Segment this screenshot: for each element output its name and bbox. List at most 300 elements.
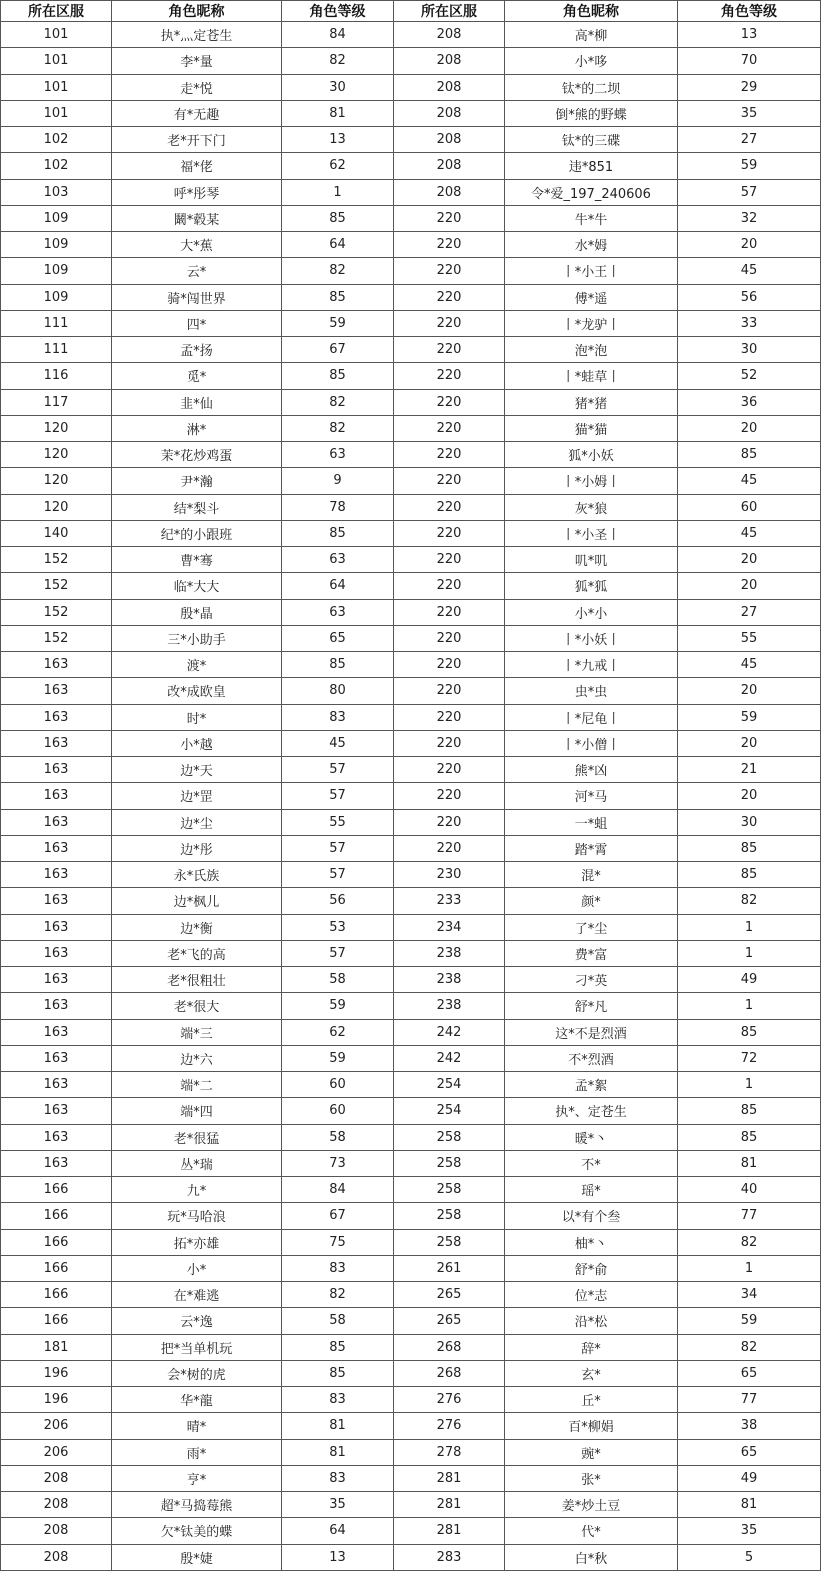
table-row xyxy=(1,914,821,940)
cell-level-left: 62 xyxy=(282,1019,394,1045)
cell-level-left: 82 xyxy=(282,1282,394,1308)
cell-nickname-left: 老*很猛 xyxy=(112,1124,282,1150)
cell-server-left: 101 xyxy=(1,22,112,48)
table-row xyxy=(1,284,821,310)
cell-level-left: 58 xyxy=(282,967,394,993)
cell-server-left: 163 xyxy=(1,678,112,704)
cell-nickname-right: 违*851 xyxy=(505,153,678,179)
cell-nickname-left: 时* xyxy=(112,704,282,730)
cell-server-right: 220 xyxy=(394,363,505,389)
cell-level-right: 21 xyxy=(678,757,821,783)
cell-level-left: 84 xyxy=(282,22,394,48)
cell-server-right: 265 xyxy=(394,1308,505,1334)
cell-level-left: 83 xyxy=(282,1255,394,1281)
cell-level-left: 78 xyxy=(282,494,394,520)
table-row xyxy=(1,862,821,888)
cell-level-left: 35 xyxy=(282,1492,394,1518)
cell-nickname-left: 小* xyxy=(112,1255,282,1281)
cell-nickname-right: 踏*霄 xyxy=(505,835,678,861)
cell-server-left: 166 xyxy=(1,1308,112,1334)
table-row xyxy=(1,1334,821,1360)
cell-server-right: 261 xyxy=(394,1255,505,1281)
cell-level-left: 85 xyxy=(282,520,394,546)
cell-level-left: 73 xyxy=(282,1150,394,1176)
table-row xyxy=(1,310,821,336)
cell-nickname-left: 结*梨斗 xyxy=(112,494,282,520)
cell-server-right: 258 xyxy=(394,1229,505,1255)
cell-server-left: 163 xyxy=(1,1045,112,1071)
cell-server-left: 152 xyxy=(1,599,112,625)
cell-nickname-right: 丨*小圣丨 xyxy=(505,520,678,546)
cell-server-left: 181 xyxy=(1,1334,112,1360)
cell-level-left: 83 xyxy=(282,704,394,730)
cell-server-left: 206 xyxy=(1,1413,112,1439)
cell-nickname-right: 孟*絮 xyxy=(505,1072,678,1098)
cell-level-right: 20 xyxy=(678,730,821,756)
cell-level-left: 63 xyxy=(282,442,394,468)
cell-level-right: 20 xyxy=(678,415,821,441)
table-row xyxy=(1,783,821,809)
cell-nickname-right: 河*马 xyxy=(505,783,678,809)
cell-level-right: 45 xyxy=(678,468,821,494)
cell-nickname-right: 不* xyxy=(505,1150,678,1176)
table-row xyxy=(1,74,821,100)
cell-server-right: 220 xyxy=(394,573,505,599)
cell-level-right: 85 xyxy=(678,1124,821,1150)
cell-nickname-left: 雨* xyxy=(112,1439,282,1465)
cell-level-right: 32 xyxy=(678,205,821,231)
table-row xyxy=(1,652,821,678)
cell-nickname-right: 钛*的三碟 xyxy=(505,127,678,153)
cell-nickname-right: 柚*丶 xyxy=(505,1229,678,1255)
cell-server-right: 268 xyxy=(394,1360,505,1386)
cell-server-right: 208 xyxy=(394,153,505,179)
cell-level-left: 64 xyxy=(282,573,394,599)
cell-server-right: 278 xyxy=(394,1439,505,1465)
header-server-right: 所在区服 xyxy=(394,1,505,22)
cell-nickname-left: 边*六 xyxy=(112,1045,282,1071)
cell-nickname-left: 华*龍 xyxy=(112,1387,282,1413)
cell-server-right: 281 xyxy=(394,1492,505,1518)
cell-level-right: 5 xyxy=(678,1544,821,1571)
cell-nickname-left: 老*很粗壮 xyxy=(112,967,282,993)
cell-nickname-right: 小*小 xyxy=(505,599,678,625)
cell-level-left: 83 xyxy=(282,1465,394,1491)
cell-level-left: 81 xyxy=(282,100,394,126)
cell-level-left: 82 xyxy=(282,48,394,74)
cell-server-right: 258 xyxy=(394,1203,505,1229)
cell-nickname-right: 瑶* xyxy=(505,1177,678,1203)
cell-nickname-left: 边*天 xyxy=(112,757,282,783)
cell-server-left: 152 xyxy=(1,573,112,599)
cell-server-right: 208 xyxy=(394,74,505,100)
table-row xyxy=(1,888,821,914)
cell-nickname-right: 辞* xyxy=(505,1334,678,1360)
cell-level-right: 1 xyxy=(678,1072,821,1098)
cell-level-right: 65 xyxy=(678,1360,821,1386)
cell-server-left: 163 xyxy=(1,730,112,756)
cell-level-right: 49 xyxy=(678,1465,821,1491)
cell-server-right: 220 xyxy=(394,599,505,625)
cell-level-right: 52 xyxy=(678,363,821,389)
cell-nickname-left: 淋* xyxy=(112,415,282,441)
cell-nickname-right: 张* xyxy=(505,1465,678,1491)
cell-server-left: 163 xyxy=(1,888,112,914)
cell-level-left: 57 xyxy=(282,940,394,966)
cell-nickname-right: 小*哆 xyxy=(505,48,678,74)
cell-server-right: 220 xyxy=(394,442,505,468)
cell-level-right: 85 xyxy=(678,1098,821,1124)
table-row xyxy=(1,1072,821,1098)
cell-level-right: 45 xyxy=(678,652,821,678)
cell-server-left: 166 xyxy=(1,1255,112,1281)
cell-level-right: 72 xyxy=(678,1045,821,1071)
cell-server-right: 220 xyxy=(394,783,505,809)
cell-level-left: 60 xyxy=(282,1098,394,1124)
header-server-left: 所在区服 xyxy=(1,1,112,22)
cell-server-left: 163 xyxy=(1,993,112,1019)
cell-level-right: 57 xyxy=(678,179,821,205)
cell-server-right: 258 xyxy=(394,1124,505,1150)
header-level-right: 角色等级 xyxy=(678,1,821,22)
cell-level-right: 85 xyxy=(678,835,821,861)
cell-nickname-right: 猫*猫 xyxy=(505,415,678,441)
cell-nickname-right: 白*秋 xyxy=(505,1544,678,1571)
cell-nickname-left: 觅* xyxy=(112,363,282,389)
table-row xyxy=(1,1229,821,1255)
cell-server-right: 220 xyxy=(394,468,505,494)
cell-level-left: 85 xyxy=(282,1360,394,1386)
cell-nickname-left: 端*二 xyxy=(112,1072,282,1098)
cell-level-left: 9 xyxy=(282,468,394,494)
cell-level-left: 65 xyxy=(282,625,394,651)
cell-level-left: 84 xyxy=(282,1177,394,1203)
cell-level-left: 59 xyxy=(282,993,394,1019)
cell-nickname-right: 丨*小王丨 xyxy=(505,258,678,284)
cell-level-left: 60 xyxy=(282,1072,394,1098)
cell-level-right: 29 xyxy=(678,74,821,100)
cell-nickname-left: 老*飞的高 xyxy=(112,940,282,966)
cell-level-right: 34 xyxy=(678,1282,821,1308)
cell-server-right: 220 xyxy=(394,730,505,756)
cell-nickname-left: 三*小助手 xyxy=(112,625,282,651)
cell-level-right: 1 xyxy=(678,940,821,966)
table-row xyxy=(1,757,821,783)
cell-nickname-right: 姜*炒土豆 xyxy=(505,1492,678,1518)
cell-level-left: 63 xyxy=(282,599,394,625)
cell-level-left: 85 xyxy=(282,363,394,389)
table-row xyxy=(1,1177,821,1203)
cell-level-left: 67 xyxy=(282,1203,394,1229)
cell-server-right: 233 xyxy=(394,888,505,914)
cell-level-right: 13 xyxy=(678,22,821,48)
cell-nickname-right: 丨*龙驴丨 xyxy=(505,310,678,336)
cell-level-left: 85 xyxy=(282,1334,394,1360)
cell-nickname-right: 丨*小僧丨 xyxy=(505,730,678,756)
table-row xyxy=(1,1150,821,1176)
table-row xyxy=(1,442,821,468)
cell-nickname-right: 这*不是烈酒 xyxy=(505,1019,678,1045)
cell-server-left: 163 xyxy=(1,940,112,966)
cell-level-right: 20 xyxy=(678,232,821,258)
cell-server-right: 258 xyxy=(394,1177,505,1203)
cell-level-right: 60 xyxy=(678,494,821,520)
cell-server-right: 234 xyxy=(394,914,505,940)
table-row xyxy=(1,809,821,835)
cell-server-right: 238 xyxy=(394,967,505,993)
cell-level-right: 1 xyxy=(678,914,821,940)
cell-server-left: 120 xyxy=(1,468,112,494)
cell-server-right: 220 xyxy=(394,415,505,441)
cell-server-right: 220 xyxy=(394,258,505,284)
cell-server-right: 283 xyxy=(394,1544,505,1571)
cell-nickname-left: 端*三 xyxy=(112,1019,282,1045)
cell-server-right: 281 xyxy=(394,1465,505,1491)
cell-nickname-right: 百*柳娟 xyxy=(505,1413,678,1439)
cell-level-right: 35 xyxy=(678,1518,821,1544)
cell-server-right: 220 xyxy=(394,625,505,651)
cell-server-left: 109 xyxy=(1,205,112,231)
cell-server-left: 163 xyxy=(1,1150,112,1176)
cell-nickname-right: 舒*俞 xyxy=(505,1255,678,1281)
cell-nickname-right: 了*尘 xyxy=(505,914,678,940)
table-row xyxy=(1,1439,821,1465)
cell-nickname-right: 豌* xyxy=(505,1439,678,1465)
table-body xyxy=(1,22,821,1571)
cell-level-left: 63 xyxy=(282,547,394,573)
cell-nickname-right: 丨*九戒丨 xyxy=(505,652,678,678)
cell-nickname-left: 福*佬 xyxy=(112,153,282,179)
cell-nickname-right: 熊*凶 xyxy=(505,757,678,783)
table-row xyxy=(1,940,821,966)
cell-server-right: 208 xyxy=(394,22,505,48)
cell-level-left: 58 xyxy=(282,1308,394,1334)
cell-nickname-left: 拓*亦雄 xyxy=(112,1229,282,1255)
cell-level-right: 56 xyxy=(678,284,821,310)
cell-nickname-left: 韭*仙 xyxy=(112,389,282,415)
cell-nickname-right: 以*有个叁 xyxy=(505,1203,678,1229)
cell-nickname-left: 欠*钛美的蝶 xyxy=(112,1518,282,1544)
cell-level-left: 59 xyxy=(282,310,394,336)
table-row xyxy=(1,100,821,126)
cell-nickname-left: 改*成欧皇 xyxy=(112,678,282,704)
cell-nickname-left: 端*四 xyxy=(112,1098,282,1124)
cell-nickname-left: 呼*彤琴 xyxy=(112,179,282,205)
cell-level-right: 38 xyxy=(678,1413,821,1439)
cell-server-left: 152 xyxy=(1,625,112,651)
cell-level-left: 67 xyxy=(282,337,394,363)
cell-nickname-left: 纪*的小跟班 xyxy=(112,520,282,546)
cell-nickname-left: 走*悦 xyxy=(112,74,282,100)
cell-level-left: 13 xyxy=(282,127,394,153)
table-row xyxy=(1,415,821,441)
cell-nickname-left: 边*尘 xyxy=(112,809,282,835)
cell-server-right: 220 xyxy=(394,337,505,363)
cell-nickname-right: 高*柳 xyxy=(505,22,678,48)
table-row xyxy=(1,678,821,704)
cell-level-right: 81 xyxy=(678,1150,821,1176)
table-row xyxy=(1,520,821,546)
cell-server-left: 109 xyxy=(1,258,112,284)
cell-nickname-right: 猪*猪 xyxy=(505,389,678,415)
table-row xyxy=(1,179,821,205)
cell-nickname-left: 尹*瀚 xyxy=(112,468,282,494)
cell-server-right: 238 xyxy=(394,940,505,966)
header-nickname-right: 角色昵称 xyxy=(505,1,678,22)
cell-server-left: 163 xyxy=(1,783,112,809)
cell-level-left: 83 xyxy=(282,1387,394,1413)
cell-nickname-right: 丨*尼龟丨 xyxy=(505,704,678,730)
cell-server-right: 220 xyxy=(394,704,505,730)
cell-nickname-right: 混* xyxy=(505,862,678,888)
cell-server-right: 230 xyxy=(394,862,505,888)
cell-level-right: 35 xyxy=(678,100,821,126)
cell-server-right: 220 xyxy=(394,520,505,546)
table-row xyxy=(1,1360,821,1386)
header-nickname-left: 角色昵称 xyxy=(112,1,282,22)
table-row xyxy=(1,1492,821,1518)
cell-server-left: 120 xyxy=(1,494,112,520)
cell-nickname-right: 沿*松 xyxy=(505,1308,678,1334)
cell-level-right: 40 xyxy=(678,1177,821,1203)
cell-server-left: 120 xyxy=(1,415,112,441)
cell-level-right: 59 xyxy=(678,704,821,730)
cell-server-right: 220 xyxy=(394,284,505,310)
cell-level-left: 57 xyxy=(282,835,394,861)
cell-nickname-left: 有*无趣 xyxy=(112,100,282,126)
cell-level-right: 20 xyxy=(678,783,821,809)
cell-nickname-left: 边*罡 xyxy=(112,783,282,809)
cell-server-right: 265 xyxy=(394,1282,505,1308)
cell-server-left: 116 xyxy=(1,363,112,389)
cell-server-right: 281 xyxy=(394,1518,505,1544)
cell-server-left: 163 xyxy=(1,914,112,940)
cell-server-left: 111 xyxy=(1,337,112,363)
cell-server-left: 208 xyxy=(1,1518,112,1544)
cell-level-right: 33 xyxy=(678,310,821,336)
cell-level-right: 85 xyxy=(678,1019,821,1045)
cell-nickname-right: 虫*虫 xyxy=(505,678,678,704)
cell-server-right: 220 xyxy=(394,809,505,835)
cell-server-left: 166 xyxy=(1,1282,112,1308)
cell-server-left: 101 xyxy=(1,100,112,126)
cell-nickname-left: 曹*骞 xyxy=(112,547,282,573)
cell-nickname-right: 丘* xyxy=(505,1387,678,1413)
cell-server-right: 220 xyxy=(394,310,505,336)
cell-level-left: 82 xyxy=(282,389,394,415)
table-row xyxy=(1,835,821,861)
cell-server-left: 102 xyxy=(1,127,112,153)
cell-level-left: 13 xyxy=(282,1544,394,1571)
cell-server-left: 117 xyxy=(1,389,112,415)
cell-nickname-right: 代* xyxy=(505,1518,678,1544)
cell-level-left: 85 xyxy=(282,205,394,231)
cell-server-left: 101 xyxy=(1,48,112,74)
table-row xyxy=(1,1098,821,1124)
table-row xyxy=(1,1203,821,1229)
cell-server-left: 152 xyxy=(1,547,112,573)
cell-level-right: 81 xyxy=(678,1492,821,1518)
cell-level-left: 56 xyxy=(282,888,394,914)
cell-nickname-right: 狐*狐 xyxy=(505,573,678,599)
cell-nickname-left: 亨* xyxy=(112,1465,282,1491)
cell-nickname-left: 老*开下门 xyxy=(112,127,282,153)
cell-level-right: 77 xyxy=(678,1203,821,1229)
cell-server-left: 163 xyxy=(1,809,112,835)
cell-server-left: 163 xyxy=(1,757,112,783)
cell-level-left: 57 xyxy=(282,757,394,783)
cell-server-left: 163 xyxy=(1,1019,112,1045)
cell-nickname-right: 费*富 xyxy=(505,940,678,966)
cell-nickname-left: 茉*花炒鸡蛋 xyxy=(112,442,282,468)
table-row xyxy=(1,1544,821,1571)
cell-level-left: 81 xyxy=(282,1439,394,1465)
cell-server-right: 220 xyxy=(394,232,505,258)
table-row xyxy=(1,1019,821,1045)
cell-nickname-left: 四* xyxy=(112,310,282,336)
cell-level-right: 85 xyxy=(678,862,821,888)
cell-nickname-left: 执*灬定苍生 xyxy=(112,22,282,48)
cell-level-right: 20 xyxy=(678,573,821,599)
cell-nickname-left: 丛*瑞 xyxy=(112,1150,282,1176)
cell-nickname-left: 在*难逃 xyxy=(112,1282,282,1308)
cell-level-left: 81 xyxy=(282,1413,394,1439)
cell-nickname-left: 晴* xyxy=(112,1413,282,1439)
cell-level-left: 30 xyxy=(282,74,394,100)
cell-nickname-left: 李*量 xyxy=(112,48,282,74)
cell-nickname-left: 超*马捣莓熊 xyxy=(112,1492,282,1518)
cell-level-right: 59 xyxy=(678,153,821,179)
cell-nickname-right: 丨*蛙草丨 xyxy=(505,363,678,389)
cell-server-left: 163 xyxy=(1,704,112,730)
cell-nickname-right: 舒*凡 xyxy=(505,993,678,1019)
cell-level-left: 53 xyxy=(282,914,394,940)
cell-nickname-left: 边*枫儿 xyxy=(112,888,282,914)
cell-server-left: 208 xyxy=(1,1465,112,1491)
cell-level-right: 77 xyxy=(678,1387,821,1413)
cell-server-right: 276 xyxy=(394,1387,505,1413)
cell-nickname-right: 令*爱_197_240606 xyxy=(505,179,678,205)
cell-level-right: 20 xyxy=(678,678,821,704)
cell-server-right: 242 xyxy=(394,1045,505,1071)
cell-level-left: 82 xyxy=(282,258,394,284)
table-row xyxy=(1,494,821,520)
cell-server-right: 220 xyxy=(394,835,505,861)
cell-server-left: 206 xyxy=(1,1439,112,1465)
table-row xyxy=(1,1308,821,1334)
cell-server-left: 196 xyxy=(1,1360,112,1386)
cell-server-left: 111 xyxy=(1,310,112,336)
cell-nickname-right: 泡*泡 xyxy=(505,337,678,363)
cell-nickname-left: 孟*扬 xyxy=(112,337,282,363)
table-row xyxy=(1,730,821,756)
cell-level-right: 45 xyxy=(678,520,821,546)
cell-nickname-right: 不*烈酒 xyxy=(505,1045,678,1071)
cell-server-left: 166 xyxy=(1,1203,112,1229)
cell-nickname-right: 傅*遥 xyxy=(505,284,678,310)
cell-nickname-left: 临*大大 xyxy=(112,573,282,599)
cell-level-right: 20 xyxy=(678,547,821,573)
cell-level-left: 85 xyxy=(282,652,394,678)
cell-server-right: 208 xyxy=(394,127,505,153)
cell-nickname-right: 颜* xyxy=(505,888,678,914)
cell-level-left: 59 xyxy=(282,1045,394,1071)
table-row xyxy=(1,625,821,651)
cell-level-left: 85 xyxy=(282,284,394,310)
cell-nickname-left: 云*逸 xyxy=(112,1308,282,1334)
cell-nickname-right: 叽*叽 xyxy=(505,547,678,573)
cell-level-right: 82 xyxy=(678,888,821,914)
